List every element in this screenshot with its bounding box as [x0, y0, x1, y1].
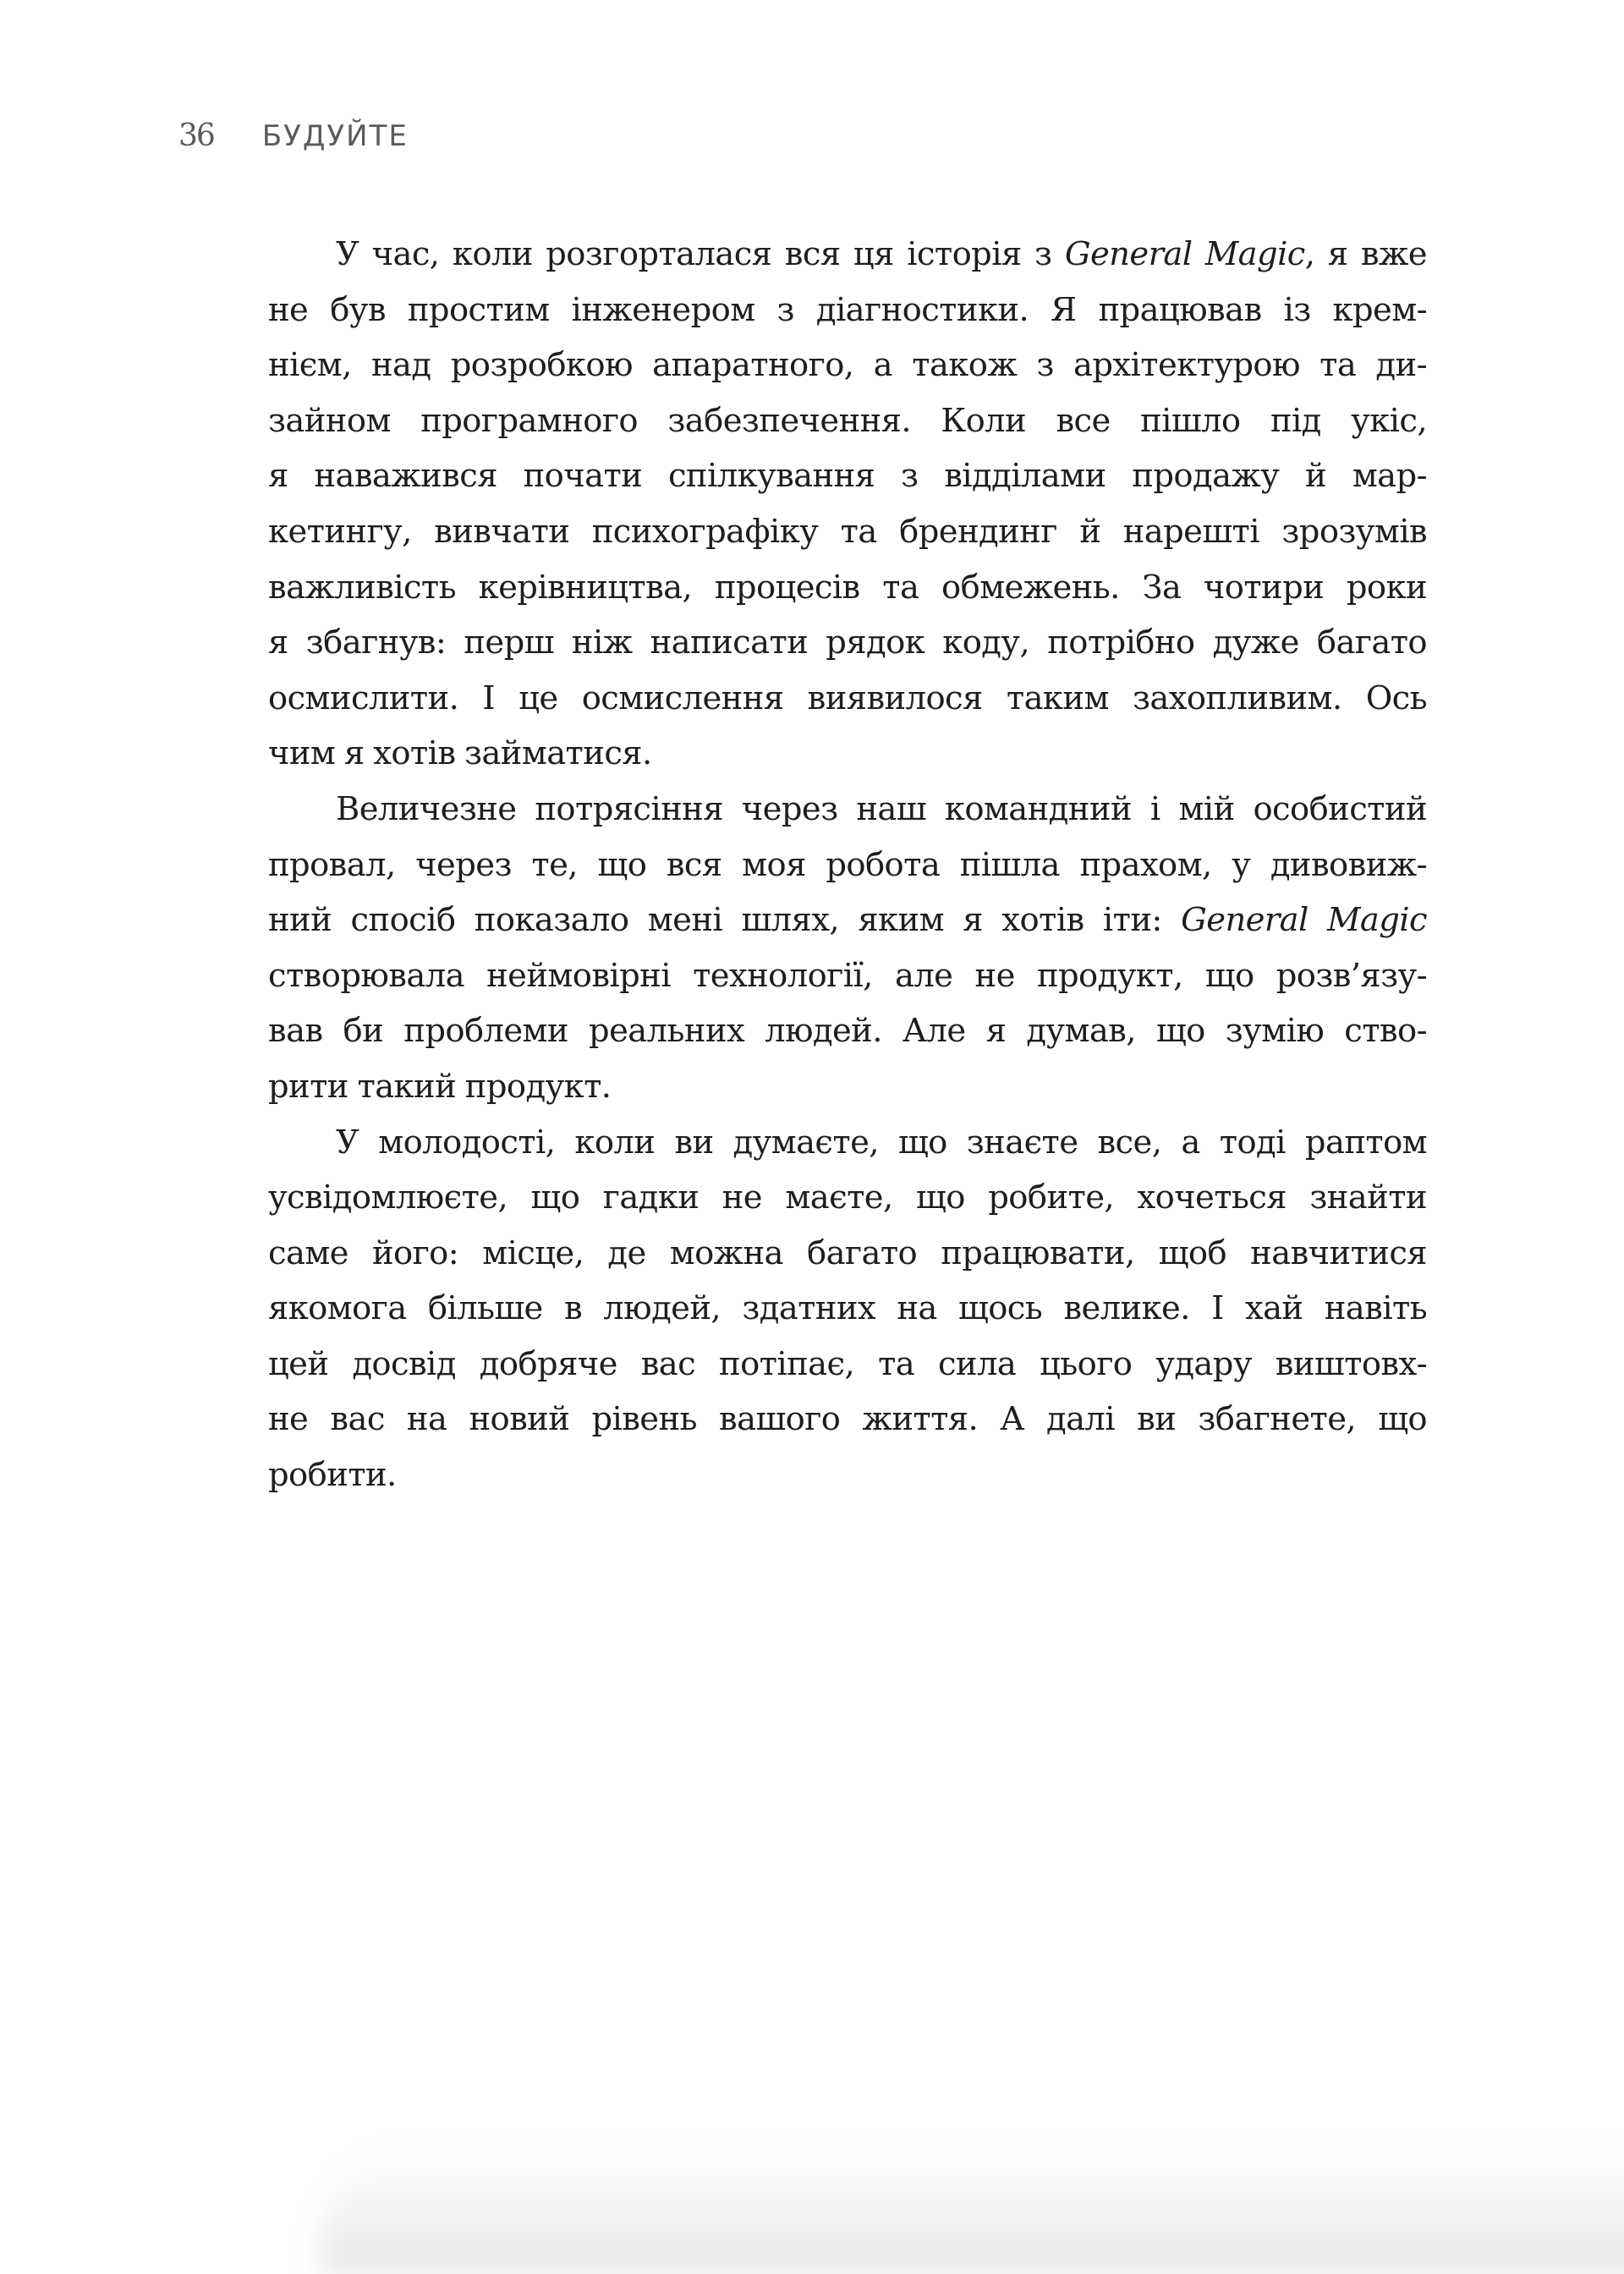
text-line: провал, через те, що вся моя робота пішла прахом, у дивовиж- — [268, 845, 1427, 884]
text-line: я збагнув: перш ніж написати рядок коду, потрібно дуже багато — [268, 623, 1427, 662]
page-edge-shadow — [321, 2139, 1624, 2274]
italic-title: General Magic — [1064, 235, 1305, 273]
text-line: рити такий продукт. — [268, 1067, 612, 1106]
text-line: якомога більше в людей, здатних на щось велике. І хай навіть — [268, 1289, 1427, 1328]
running-header — [178, 118, 409, 161]
text-line: ний спосіб показало мені шлях, яким я хотів іти: General Magic — [268, 901, 1427, 940]
italic-title: General Magic — [1181, 901, 1427, 940]
body-text — [268, 227, 1427, 1503]
paragraph-1 — [268, 227, 1427, 782]
text-line: важливість керівництва, процесів та обмежень. За чотири роки — [268, 568, 1427, 607]
text-line: цей досвід добряче вас потіпає, та сила цього удару виштовх- — [268, 1344, 1427, 1383]
text-line: створювала неймовірні технології, але не продукт, що розв’язу- — [268, 956, 1427, 995]
text-line: У молодості, коли ви думаєте, що знаєте все, а тоді раптом — [336, 1123, 1427, 1162]
text-line: не вас на новий рівень вашого життя. А далі ви збагнете, що — [268, 1400, 1427, 1439]
text-line: зайном програмного забезпечення. Коли все пішло під укіс, — [268, 401, 1427, 440]
page-number: 36 — [178, 118, 214, 153]
text-line: нієм, над розробкою апаратного, а також з архітектурою та ди- — [268, 346, 1427, 385]
text-line: У час, коли розгорталася вся ця історія з General Magic, я вже — [336, 235, 1427, 273]
chapter-title: БУДУЙТЕ — [261, 119, 409, 153]
text-line: я наважився почати спілкування з відділами продажу й мар- — [268, 457, 1427, 496]
text-line: робити. — [268, 1456, 397, 1495]
text-line: чим я хотів займатися. — [268, 734, 652, 773]
text-line: осмислити. І це осмислення виявилося таким захопливим. Ось — [268, 678, 1427, 717]
paragraph-2 — [268, 782, 1427, 1115]
text-line: не був простим інженером з діагностики. Я працював із крем- — [268, 290, 1427, 329]
text-line: саме його: місце, де можна багато працювати, щоб навчитися — [268, 1233, 1427, 1272]
paragraph-3 — [268, 1115, 1427, 1503]
text-line: усвідомлюєте, що гадки не маєте, що робите, хочеться знайти — [268, 1178, 1427, 1217]
text-line: вав би проблеми реальних людей. Але я думав, що зумію ство- — [268, 1012, 1427, 1051]
text-line: кетингу, вивчати психографіку та брендинг й нарешті зрозумів — [268, 512, 1427, 551]
text-line: Величезне потрясіння через наш командний і мій особистий — [336, 789, 1427, 828]
